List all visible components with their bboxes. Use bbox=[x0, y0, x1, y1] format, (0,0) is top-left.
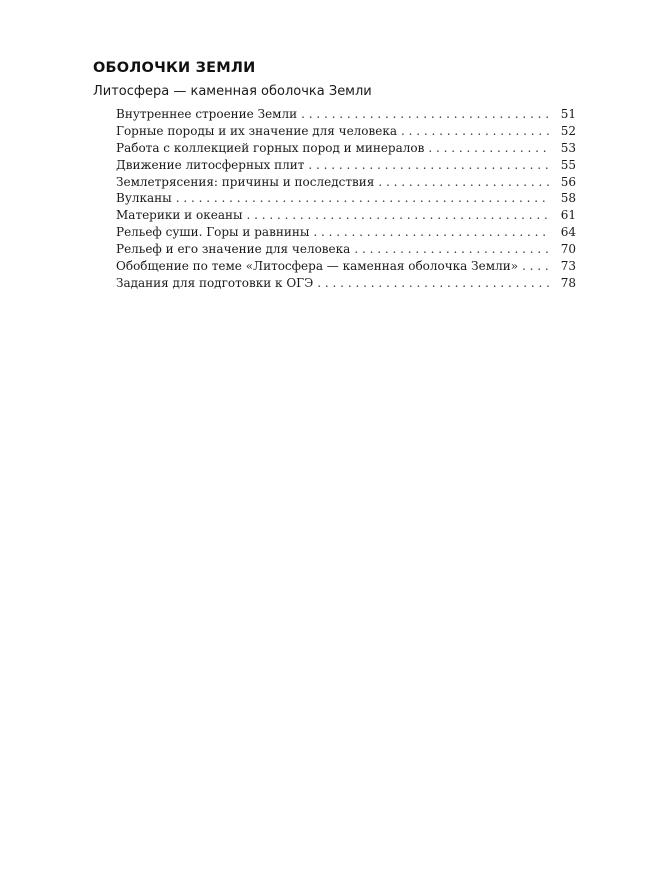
toc-entry-earthquakes[interactable] bbox=[116, 174, 576, 191]
toc-entry-title: Движение литосферных плит bbox=[116, 157, 305, 172]
toc-entry-page: 56 bbox=[560, 174, 576, 189]
toc-entry-volcanoes[interactable] bbox=[116, 190, 576, 207]
toc-entry-internal-structure[interactable] bbox=[116, 106, 576, 123]
dot-leader bbox=[522, 258, 550, 275]
dot-leader bbox=[378, 174, 550, 191]
dot-leader bbox=[317, 275, 550, 292]
toc-entry-summary[interactable] bbox=[116, 258, 576, 275]
toc-entry-relief-mountains[interactable] bbox=[116, 224, 576, 241]
toc-entry-relief-significance[interactable] bbox=[116, 241, 576, 258]
toc-entry-title: Горные породы и их значение для человека bbox=[116, 123, 398, 138]
dot-leader bbox=[176, 190, 550, 207]
table-of-contents bbox=[116, 106, 576, 292]
dot-leader bbox=[428, 140, 550, 157]
toc-entry-page: 51 bbox=[560, 107, 576, 121]
toc-entry-page: 64 bbox=[560, 225, 576, 240]
dot-leader bbox=[308, 157, 550, 174]
dot-leader bbox=[247, 207, 550, 224]
toc-entry-title: Внутреннее строение Земли bbox=[116, 107, 298, 121]
toc-entry-page: 52 bbox=[560, 123, 576, 138]
toc-entry-page: 78 bbox=[560, 275, 576, 290]
dot-leader bbox=[354, 241, 550, 258]
toc-entry-page: 58 bbox=[560, 191, 576, 206]
toc-entry-title: Землетрясения: причины и последствия bbox=[116, 174, 375, 189]
toc-entry-page: 53 bbox=[560, 140, 576, 155]
toc-entry-title: Работа с коллекцией горных пород и минералов bbox=[116, 140, 425, 155]
toc-entry-oge-tasks[interactable] bbox=[116, 275, 576, 292]
dot-leader bbox=[313, 224, 550, 241]
toc-entry-page: 73 bbox=[560, 259, 576, 274]
dot-leader bbox=[401, 123, 550, 140]
toc-entry-title: Обобщение по теме «Литосфера — каменная оболочка Земли» bbox=[116, 259, 519, 274]
toc-entry-page: 61 bbox=[560, 208, 576, 223]
toc-entry-continents[interactable] bbox=[116, 207, 576, 224]
toc-entry-title: Задания для подготовки к ОГЭ bbox=[116, 275, 314, 290]
toc-entry-rocks[interactable] bbox=[116, 123, 576, 140]
toc-entry-plates[interactable] bbox=[116, 157, 576, 174]
toc-entry-rock-collection[interactable] bbox=[116, 140, 576, 157]
toc-entry-title: Вулканы bbox=[116, 191, 172, 206]
section-title: ОБОЛОЧКИ ЗЕМЛИ bbox=[93, 60, 256, 76]
toc-entry-title: Рельеф и его значение для человека bbox=[116, 242, 351, 257]
toc-entry-page: 70 bbox=[560, 242, 576, 257]
subsection-title: Литосфера — каменная оболочка Земли bbox=[93, 84, 372, 99]
toc-entry-title: Рельеф суши. Горы и равнины bbox=[116, 225, 310, 240]
toc-entry-title: Материки и океаны bbox=[116, 208, 243, 223]
dot-leader bbox=[301, 106, 550, 123]
toc-entry-page: 55 bbox=[560, 157, 576, 172]
